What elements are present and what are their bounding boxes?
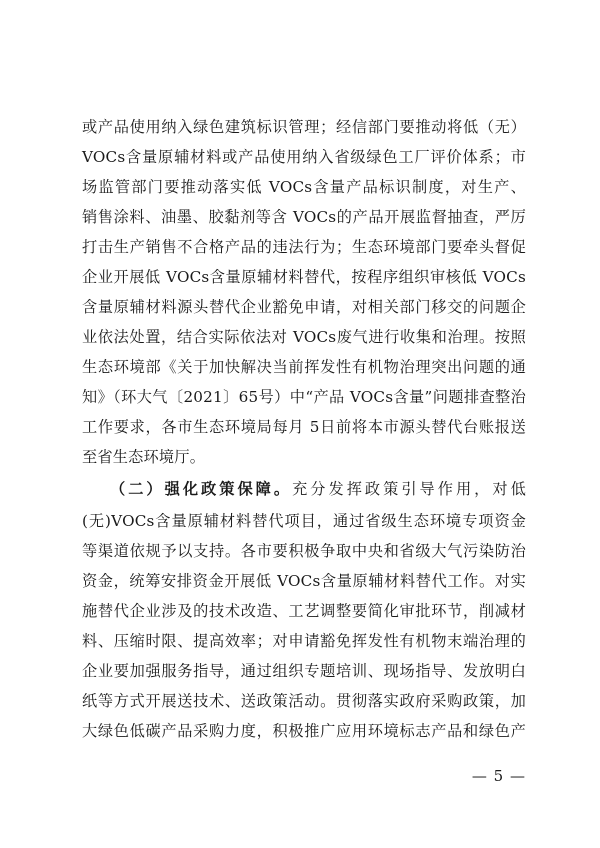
paragraph-2-line: 资金，统筹安排资金开展低 VOCs含量原辅材料替代工作。对实 [82,572,526,590]
paragraph-1-line: VOCs含量原辅材料或产品使用纳入省级绿色工厂评价体系；市 [82,148,526,166]
section-heading: （二）强化政策保障。 [110,480,293,498]
paragraph-2-line: 等渠道依规予以支持。各市要积极争取中央和省级大气污染防治 [82,542,526,560]
paragraph-1-line: 打击生产销售不合格产品的违法行为；生态环境部门要牵头督促 [82,238,526,256]
paragraph-1-line: 企业开展低 VOCs含量原辅材料替代，按程序组织审核低 VOCs [82,268,526,286]
paragraph-1-line: 销售涂料、油墨、胶黏剂等含 VOCs的产品开展监督抽查，严厉 [82,208,526,226]
paragraph-2-line: 料、压缩时限、提高效率；对申请豁免挥发性有机物末端治理的 [82,632,526,650]
paragraph-1-line: 知》（环大气〔2021〕65号）中“产品 VOCs含量”问题排查整治 [82,388,526,406]
paragraph-1-line: 至省生态环境厅。 [82,448,206,466]
paragraph-1-line: 含量原辅材料源头替代企业豁免申请，对相关部门移交的问题企 [82,298,526,316]
paragraph-1-line: 生态环境部《关于加快解决当前挥发性有机物治理突出问题的通 [82,358,526,376]
paragraph-1-line: 业依法处置，结合实际依法对 VOCs废气进行收集和治理。按照 [82,328,526,346]
page-number: — 5 — [471,767,526,785]
paragraph-2-line: (无)VOCs含量原辅材料替代项目，通过省级生态环境专项资金 [82,512,526,530]
paragraph-2-line: 施替代企业涉及的技术改造、工艺调整要简化审批环节，削减材 [82,602,526,620]
paragraph-1-line: 或产品使用纳入绿色建筑标识管理；经信部门要推动将低（无） [82,118,526,136]
paragraph-1-line: 工作要求，各市生态环境局每月 5日前将本市源头替代台账报送 [82,418,526,436]
paragraph-2-first-line [110,474,526,504]
paragraph-2-line: 纸等方式开展送技术、送政策活动。贯彻落实政府采购政策，加 [82,692,526,710]
paragraph-2-line: 大绿色低碳产品采购力度，积极推广应用环境标志产品和绿色产 [82,722,526,740]
paragraph-2-first-line-text: 充分发挥政策引导作用，对低 [292,480,526,498]
paragraph-1-line: 场监管部门要推动落实低 VOCs含量产品标识制度，对生产、 [82,178,526,196]
paragraph-2-line: 企业要加强服务指导，通过组织专题培训、现场指导、发放明白 [82,662,526,680]
